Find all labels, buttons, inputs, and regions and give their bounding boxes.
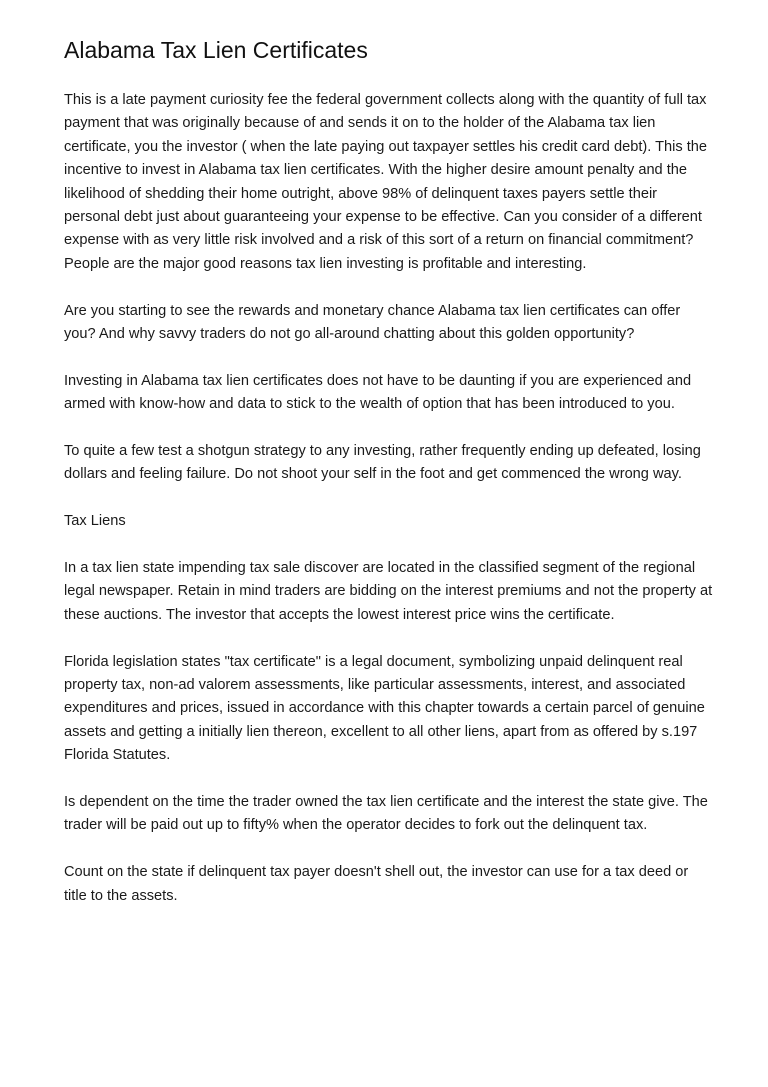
paragraph-trader-paid: Is dependent on the time the trader owned the tax lien certificate and the interest the state give. The trader will be paid out up to fifty% when the operator decides to fork out the delinquent tax. [64,794,708,834]
section-heading-tax-liens: Tax Liens [64,513,126,530]
paragraph-tax-deed: Count on the state if delinquent tax payer doesn't shell out, the investor can use for a tax deed or title to the assets. [64,864,689,904]
paragraph-florida-legislation: Florida legislation states "tax certificate" is a legal document, symbolizing unpaid delinquent real property tax, non-ad valorem assessments, like particular assessments, interest, and associated expenditures and prices, issued in accordance with this chapter towards a certain parcel of genuine assets and getting a initially lien thereon, excellent to all other liens, apart from as offered by s.197 Florida Statutes. [64,653,705,764]
paragraph-investing: Investing in Alabama tax lien certificates does not have to be daunting if you are experienced and armed with know-how and data to stick to the wealth of option that has been introduced to you. [64,372,692,413]
paragraph-tax-sale: In a tax lien state impending tax sale discover are located in the classified segment of the regional legal newspaper. Retain in mind traders are bidding on the interest premiums and not the property at these auctions. The investor that accepts the lowest interest price wins the certificate. [64,560,713,623]
paragraph-intro: This is a late payment curiosity fee the federal government collects along with the quantity of full tax payment that was originally because of and sends it on to the holder of the Alabama tax lien certificate, you the investor ( when the late paying out taxpayer settles his credit card debt). This the incentive to invest in Alabama tax lien certificates. With the higher desire amount penalty and the likelihood of shedding their home outright, above 98% of delinquent taxes payers settle their personal debt just about guaranteeing your expense to be effective. Can you consider of a different expense with as very little risk involved and a risk of this sort of a return on financial commitment? People are the major good reasons tax lien investing is profitable and interesting. [64,92,708,272]
paragraph-rewards: Are you starting to see the rewards and monetary chance Alabama tax lien certificates can offer you? And why savvy traders do not go all-around chatting about this golden opportunity? [64,302,681,343]
paragraph-shotgun: To quite a few test a shotgun strategy to any investing, rather frequently ending up defeated, losing dollars and feeling failure. Do not shoot your self in the foot and get commenced the wrong way. [64,443,701,483]
document-page [64,36,714,931]
document-title: Alabama Tax Lien Certificates [64,37,368,63]
